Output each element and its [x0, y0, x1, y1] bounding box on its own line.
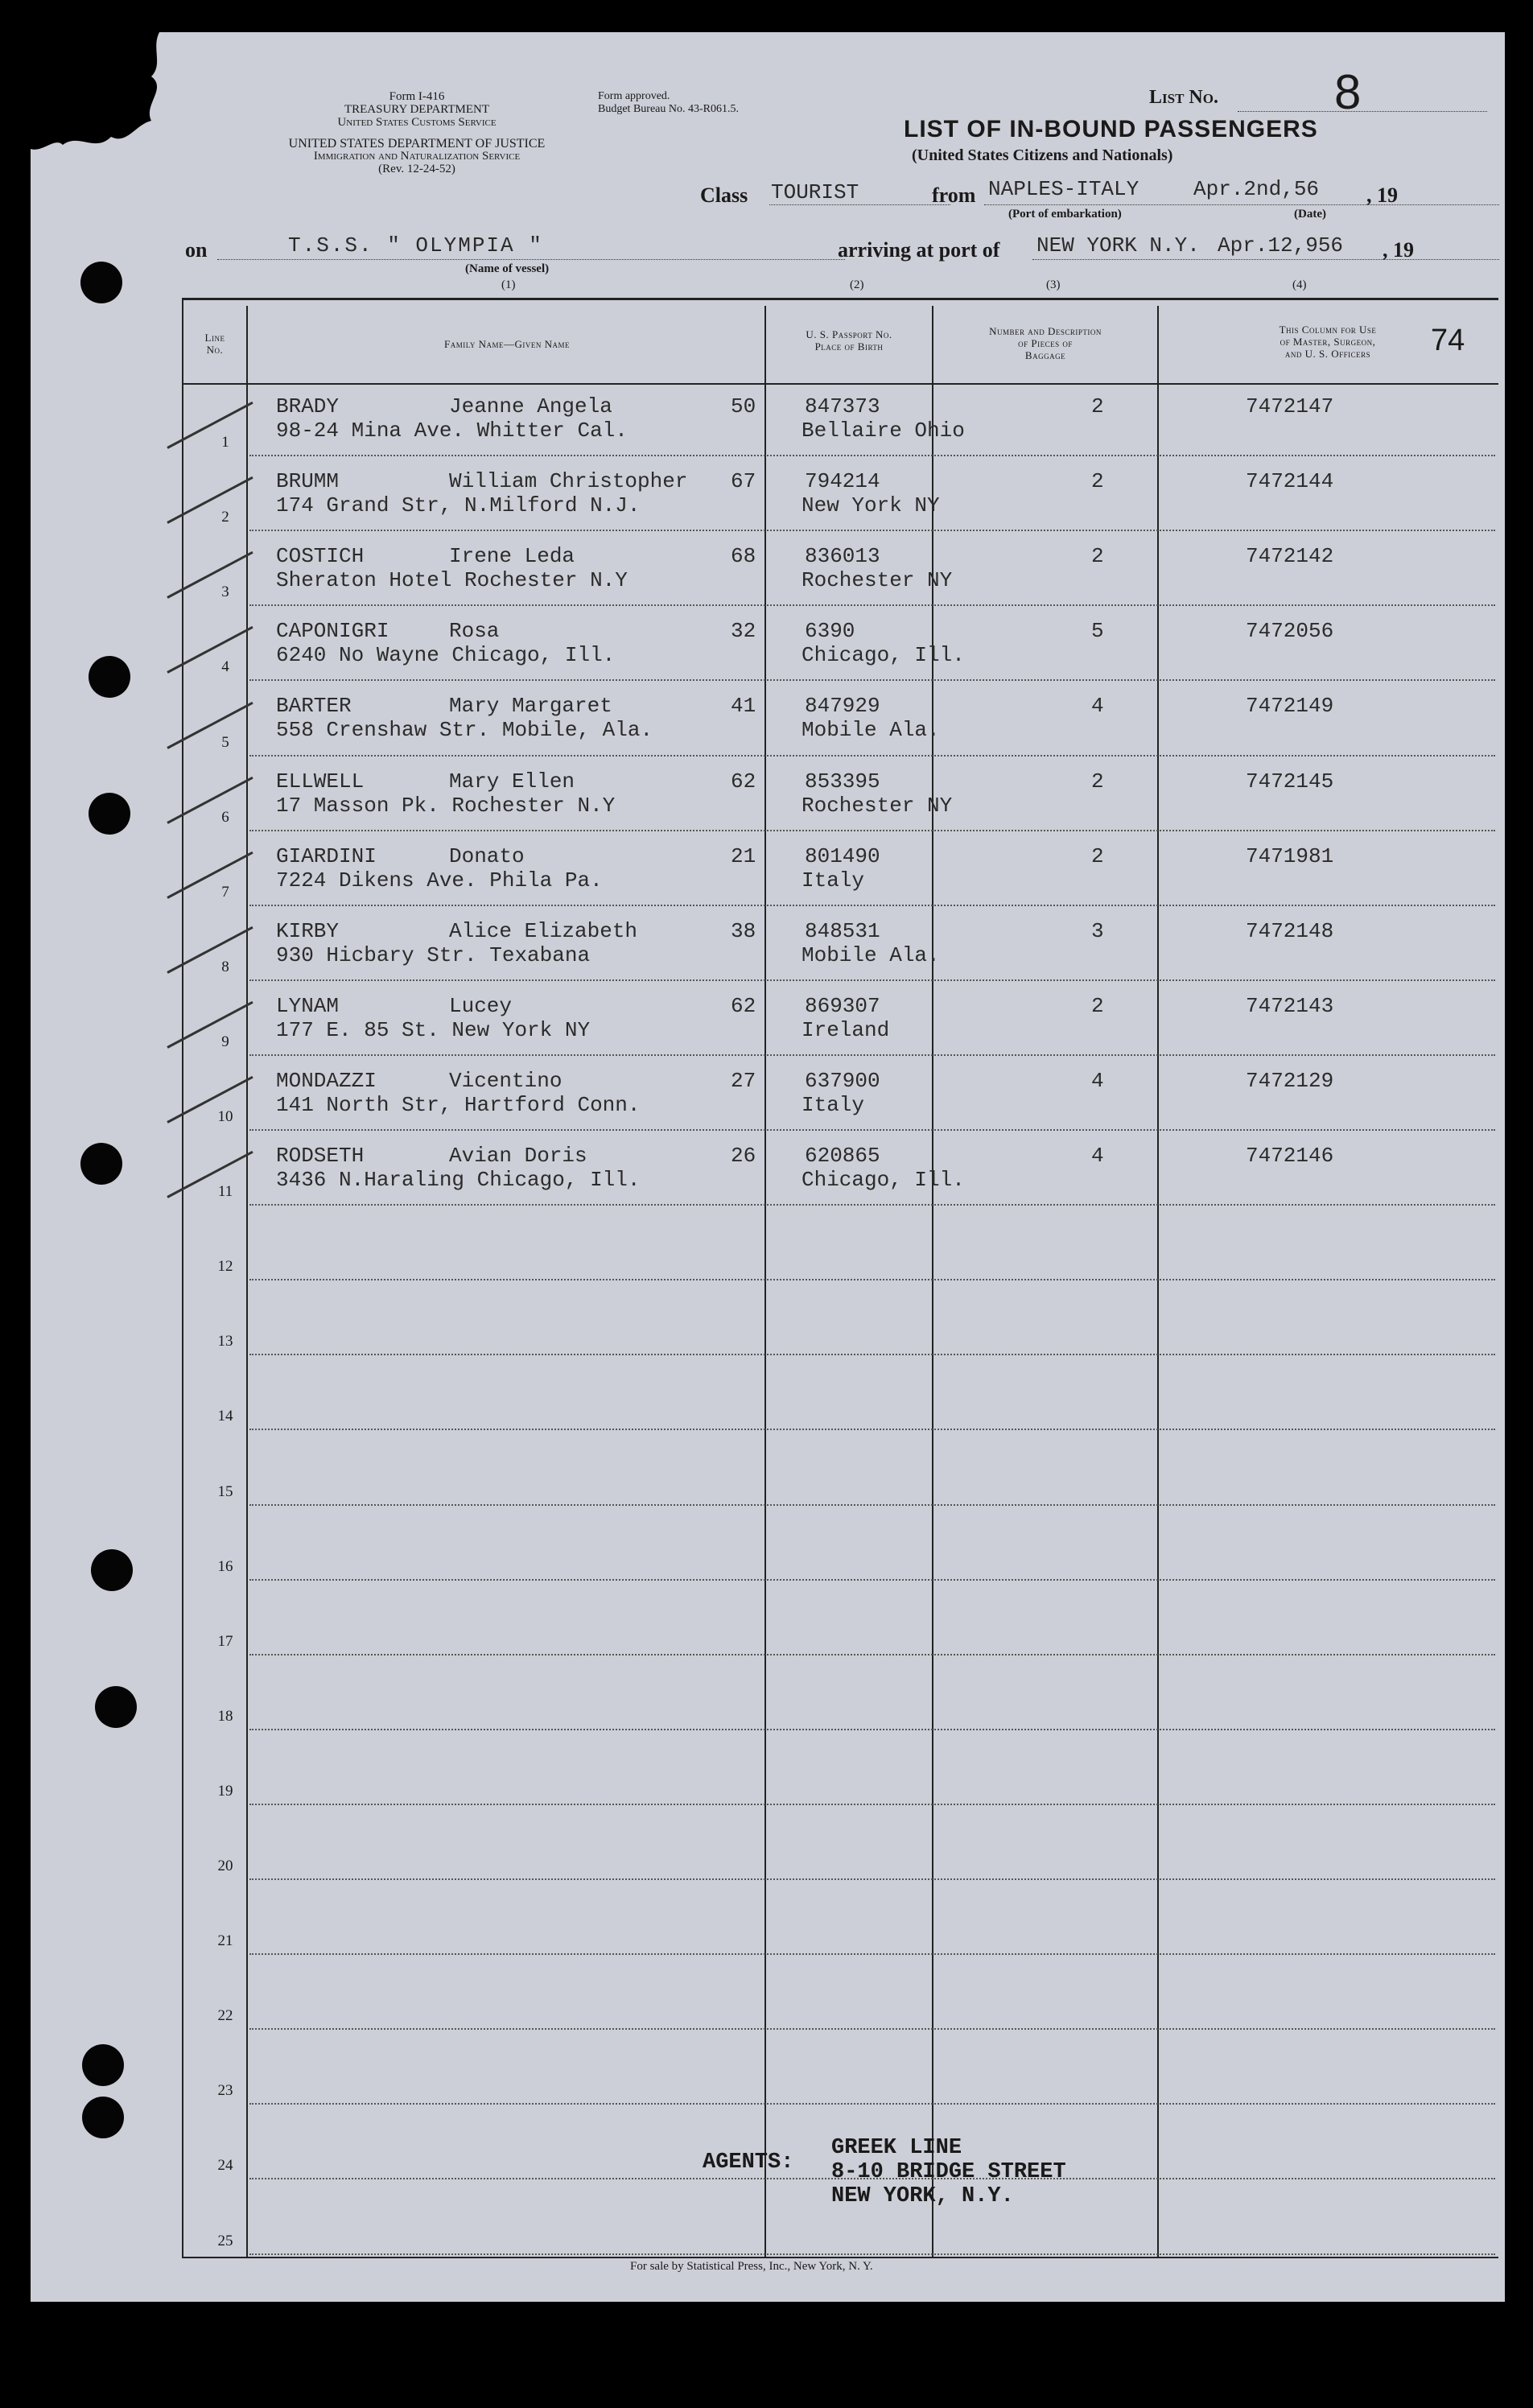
from-label: from: [932, 183, 976, 207]
table-top-border: [182, 298, 1498, 300]
line-number: 1: [221, 434, 229, 452]
officer-entry: 7472145: [1246, 769, 1334, 794]
revision: (Rev. 12-24-52): [378, 163, 455, 175]
row-separator: [249, 1354, 1495, 1355]
date-caption: (Date): [1294, 208, 1326, 221]
punch-hole: [91, 1549, 133, 1591]
margin-page-number: 74: [1431, 324, 1465, 357]
baggage-count: 2: [1091, 394, 1104, 419]
col4-caption: (4): [1292, 278, 1307, 291]
form-number: Form I-416: [389, 90, 445, 103]
baggage-count: 4: [1091, 1144, 1104, 1168]
header-passport: U. S. Passport No. Place of Birth: [806, 328, 892, 353]
line-number: 24: [217, 2157, 233, 2175]
baggage-count: 2: [1091, 544, 1104, 569]
row-separator: [249, 979, 1495, 981]
officer-entry: 7472143: [1246, 993, 1334, 1018]
year-suffix-1: , 19: [1366, 183, 1398, 207]
passenger-given-name: Lucey: [449, 993, 513, 1018]
customs-service: United States Customs Service: [337, 116, 497, 129]
passenger-address: 174 Grand Str, N.Milford N.J.: [276, 493, 641, 518]
passport-number: 853395: [805, 769, 880, 794]
officer-entry: 7472144: [1246, 469, 1334, 494]
place-of-birth: Mobile Ala.: [802, 718, 940, 743]
row-separator: [249, 2253, 1495, 2255]
col3-caption: (3): [1046, 278, 1061, 291]
list-no-label: List No.: [1149, 87, 1218, 108]
row-separator: [249, 1953, 1495, 1955]
year-suffix-2: , 19: [1383, 238, 1414, 262]
line-number: 11: [217, 1183, 233, 1201]
header-name: Family Name—Given Name: [444, 338, 570, 350]
row-separator: [249, 530, 1495, 531]
place-of-birth: Italy: [802, 868, 865, 893]
arriving-label: arriving at port of: [838, 238, 1000, 262]
row-separator: [249, 1054, 1495, 1056]
baggage-count: 4: [1091, 1068, 1104, 1093]
passport-number: 794214: [805, 469, 880, 494]
line-number: 4: [221, 658, 229, 676]
passport-number: 801490: [805, 843, 880, 868]
row-separator: [249, 1279, 1495, 1280]
line-number: 10: [217, 1108, 233, 1125]
officer-entry: 7472148: [1246, 918, 1334, 943]
torn-corner: [31, 32, 192, 193]
officer-entry: 7472149: [1246, 694, 1334, 719]
passenger-age: 26: [731, 1144, 756, 1168]
row-separator: [249, 1129, 1495, 1131]
passport-number: 848531: [805, 918, 880, 943]
passenger-given-name: Avian Doris: [449, 1144, 587, 1168]
line-number: 2: [221, 509, 229, 526]
passenger-age: 68: [731, 544, 756, 569]
passenger-family-name: CAPONIGRI: [276, 619, 389, 644]
arrival-date: Apr.12,956: [1218, 233, 1344, 258]
passenger-address: 17 Masson Pk. Rochester N.Y: [276, 793, 616, 818]
baggage-count: 2: [1091, 843, 1104, 868]
name-passport-divider: [764, 306, 766, 2258]
punch-hole: [89, 656, 130, 698]
passenger-age: 50: [731, 394, 756, 419]
passenger-age: 62: [731, 993, 756, 1018]
budget-bureau: Budget Bureau No. 43-R061.5.: [598, 103, 739, 115]
passenger-family-name: RODSETH: [276, 1144, 365, 1168]
agents-line-3: NEW YORK, N.Y.: [831, 2184, 1014, 2208]
line-number: 8: [221, 958, 229, 975]
list-no-value: 8: [1334, 65, 1362, 119]
line-number: 15: [217, 1482, 233, 1500]
line-number: 21: [217, 1932, 233, 1950]
officer-entry: 7472056: [1246, 619, 1334, 644]
list-no-line: [1238, 111, 1487, 112]
passenger-age: 67: [731, 469, 756, 494]
passenger-age: 32: [731, 619, 756, 644]
passenger-address: 7224 Dikens Ave. Phila Pa.: [276, 868, 603, 893]
passenger-family-name: ELLWELL: [276, 769, 365, 794]
passenger-address: 98-24 Mina Ave. Whitter Cal.: [276, 419, 628, 443]
row-separator: [249, 1504, 1495, 1506]
line-number: 12: [217, 1258, 233, 1276]
line-number: 3: [221, 583, 229, 601]
passenger-age: 21: [731, 843, 756, 868]
passport-number: 637900: [805, 1068, 880, 1093]
passport-number: 869307: [805, 993, 880, 1018]
passenger-family-name: BRADY: [276, 394, 340, 419]
passenger-given-name: William Christopher: [449, 469, 688, 494]
punch-hole: [82, 2044, 124, 2086]
passenger-given-name: Irene Leda: [449, 544, 575, 569]
place-of-birth: Rochester NY: [802, 793, 953, 818]
on-label: on: [185, 238, 208, 262]
passenger-family-name: BARTER: [276, 694, 352, 719]
passenger-age: 62: [731, 769, 756, 794]
baggage-count: 2: [1091, 469, 1104, 494]
passenger-given-name: Mary Margaret: [449, 694, 612, 719]
punch-hole: [95, 1686, 137, 1728]
passenger-family-name: BRUMM: [276, 469, 340, 494]
place-of-birth: Italy: [802, 1092, 865, 1117]
passenger-address: 930 Hicbary Str. Texabana: [276, 942, 591, 967]
passport-number: 6390: [805, 619, 855, 644]
ins-service: Immigration and Naturalization Service: [313, 150, 521, 163]
line-number: 9: [221, 1033, 229, 1050]
passenger-family-name: GIARDINI: [276, 843, 377, 868]
punch-hole: [80, 262, 122, 303]
row-separator: [249, 755, 1495, 757]
row-separator: [249, 604, 1495, 606]
agents-line-1: GREEK LINE: [831, 2136, 962, 2160]
passenger-family-name: COSTICH: [276, 544, 365, 569]
baggage-officer-divider: [1157, 306, 1159, 2258]
row-separator: [249, 679, 1495, 681]
vessel-line: [217, 259, 845, 260]
from-line: [984, 204, 1499, 205]
passport-number: 847373: [805, 394, 880, 419]
baggage-count: 2: [1091, 993, 1104, 1018]
header-line-no: Line No.: [204, 332, 225, 356]
vessel-caption: (Name of vessel): [465, 262, 550, 275]
passenger-address: Sheraton Hotel Rochester N.Y: [276, 568, 628, 593]
officer-entry: 7472129: [1246, 1068, 1334, 1093]
row-separator: [249, 1729, 1495, 1730]
passenger-address: 141 North Str, Hartford Conn.: [276, 1092, 641, 1117]
manifest-subtitle: (United States Citizens and Nationals): [912, 146, 1173, 164]
row-separator: [249, 2028, 1495, 2030]
manifest-title: LIST OF IN-BOUND PASSENGERS: [904, 116, 1318, 142]
passenger-address: 3436 N.Haraling Chicago, Ill.: [276, 1168, 641, 1192]
line-number: 14: [217, 1408, 233, 1425]
place-of-birth: New York NY: [802, 493, 940, 518]
punch-hole: [82, 2097, 124, 2138]
class-line: [769, 204, 950, 205]
row-separator: [249, 905, 1495, 906]
place-of-birth: Bellaire Ohio: [802, 419, 965, 443]
place-of-birth: Chicago, Ill.: [802, 1168, 965, 1192]
table-header-border: [182, 383, 1498, 385]
passenger-age: 41: [731, 694, 756, 719]
class-label: Class: [700, 183, 748, 207]
line-number: 20: [217, 1858, 233, 1874]
line-number: 18: [217, 1707, 233, 1725]
passenger-address: 177 E. 85 St. New York NY: [276, 1017, 591, 1042]
passport-number: 847929: [805, 694, 880, 719]
passport-number: 836013: [805, 544, 880, 569]
row-separator: [249, 1204, 1495, 1206]
officer-entry: 7471981: [1246, 843, 1334, 868]
agents-label: AGENTS:: [703, 2150, 794, 2175]
line-no-divider: [246, 306, 248, 2258]
place-of-birth: Ireland: [802, 1017, 890, 1042]
line-number: 16: [217, 1557, 233, 1575]
treasury-dept: TREASURY DEPARTMENT: [344, 103, 490, 116]
line-number: 23: [217, 2082, 233, 2100]
place-of-birth: Chicago, Ill.: [802, 643, 965, 668]
baggage-count: 3: [1091, 918, 1104, 943]
printer-footer: For sale by Statistical Press, Inc., New York, N. Y.: [630, 2260, 873, 2273]
baggage-count: 5: [1091, 619, 1104, 644]
table-left-border: [182, 298, 183, 2258]
passenger-given-name: Alice Elizabeth: [449, 918, 638, 943]
passenger-family-name: LYNAM: [276, 993, 340, 1018]
embark-port: NAPLES-ITALY: [988, 177, 1139, 201]
baggage-count: 2: [1091, 769, 1104, 794]
line-number: 25: [217, 2232, 233, 2249]
row-separator: [249, 1579, 1495, 1581]
place-of-birth: Mobile Ala.: [802, 942, 940, 967]
passenger-family-name: KIRBY: [276, 918, 340, 943]
place-of-birth: Rochester NY: [802, 568, 953, 593]
line-number: 17: [217, 1632, 233, 1650]
passport-baggage-divider: [932, 306, 933, 2258]
passenger-given-name: Donato: [449, 843, 525, 868]
punch-hole: [89, 793, 130, 835]
passport-number: 620865: [805, 1144, 880, 1168]
line-number: 7: [221, 883, 229, 901]
line-number: 19: [217, 1782, 233, 1800]
line-number: 13: [217, 1333, 233, 1350]
row-separator: [249, 1804, 1495, 1805]
passenger-address: 558 Crenshaw Str. Mobile, Ala.: [276, 718, 653, 743]
arrival-line: [1032, 259, 1499, 260]
passenger-given-name: Rosa: [449, 619, 500, 644]
row-separator: [249, 2103, 1495, 2105]
line-number: 5: [221, 733, 229, 751]
agents-line-2: 8-10 BRIDGE STREET: [831, 2160, 1066, 2184]
line-number: 22: [217, 2007, 233, 2025]
vessel-name: T.S.S. " OLYMPIA ": [288, 233, 543, 258]
line-number: 6: [221, 808, 229, 826]
passenger-given-name: Mary Ellen: [449, 769, 575, 794]
manifest-sheet: [31, 32, 1505, 2302]
officer-entry: 7472147: [1246, 394, 1334, 419]
baggage-count: 4: [1091, 694, 1104, 719]
port-embark-caption: (Port of embarkation): [1008, 208, 1122, 221]
row-separator: [249, 1429, 1495, 1430]
officer-entry: 7472146: [1246, 1144, 1334, 1168]
col1-caption: (1): [501, 278, 516, 291]
row-separator: [249, 455, 1495, 456]
passenger-age: 27: [731, 1068, 756, 1093]
header-baggage: Number and Description of Pieces of Baggage: [989, 325, 1102, 361]
row-separator: [249, 1878, 1495, 1880]
passenger-address: 6240 No Wayne Chicago, Ill.: [276, 643, 616, 668]
passenger-given-name: Jeanne Angela: [449, 394, 612, 419]
passenger-given-name: Vicentino: [449, 1068, 563, 1093]
embark-date: Apr.2nd,56: [1193, 177, 1320, 201]
officer-entry: 7472142: [1246, 544, 1334, 569]
table-bottom-border: [182, 2257, 1498, 2258]
row-separator: [249, 830, 1495, 831]
header-officers: This Column for Use of Master, Surgeon, and U. S. Officers: [1279, 324, 1377, 360]
col2-caption: (2): [850, 278, 864, 291]
justice-dept: UNITED STATES DEPARTMENT OF JUSTICE: [288, 137, 546, 150]
arrival-port: NEW YORK N.Y.: [1036, 233, 1200, 258]
row-separator: [249, 1654, 1495, 1656]
form-approved: Form approved.: [598, 90, 670, 102]
passenger-family-name: MONDAZZI: [276, 1068, 377, 1093]
class-value: TOURIST: [771, 180, 859, 204]
punch-hole: [80, 1143, 122, 1185]
passenger-age: 38: [731, 918, 756, 943]
